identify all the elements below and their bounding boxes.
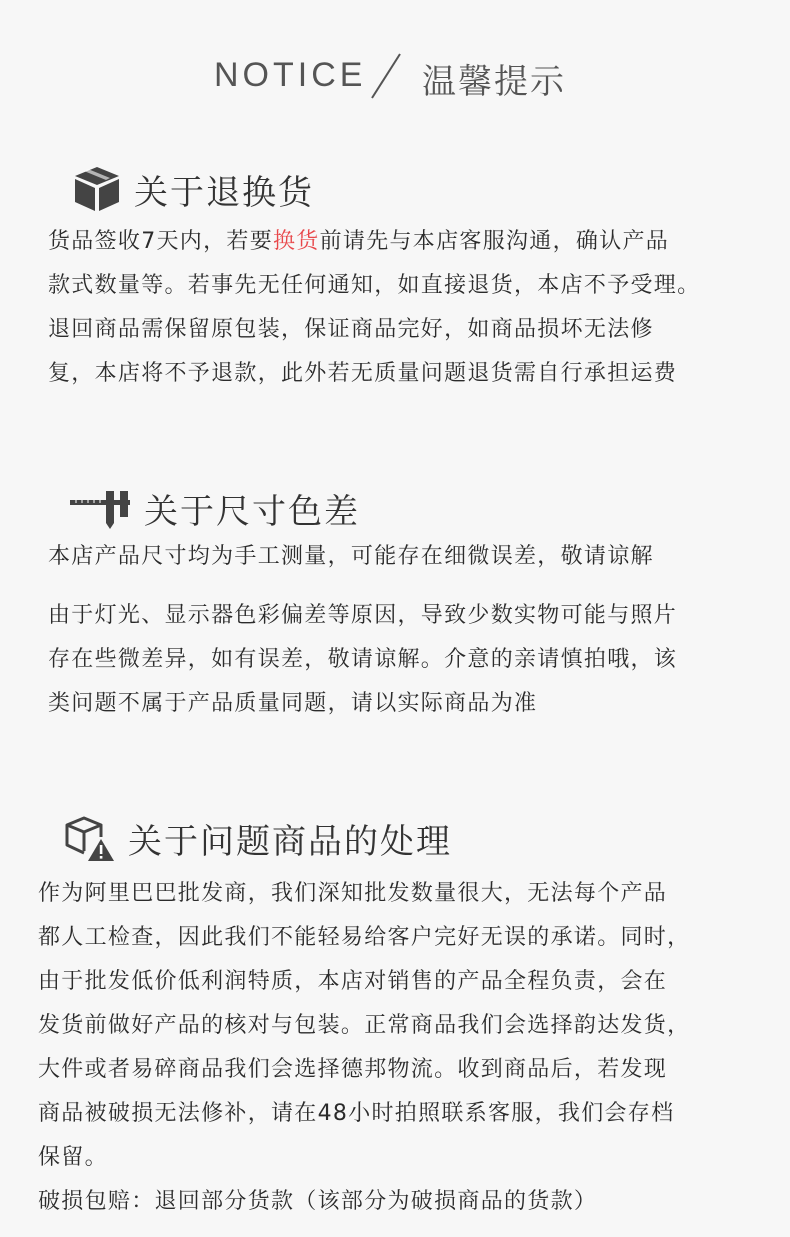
slash-divider [368,52,404,100]
notice-header [0,52,790,102]
caliper-icon [70,487,132,531]
text-line [48,220,700,264]
text-segment: 货品签收7天内，若要 [48,229,273,254]
size-paragraph-2 [48,594,677,726]
section-returns-title [72,164,314,214]
text-line: 由于灯光、显示器色彩偏差等原因，导致少数实物可能与照片 [48,603,678,628]
notice-title-en: NOTICE [214,56,367,94]
section-title-label: 关于尺寸色差 [144,492,360,532]
defect-paragraph [38,872,690,1224]
text-line: 大件或者易碎商品我们会选择德邦物流。收到商品后，若发现 [38,1057,668,1082]
package-icon [72,164,122,214]
text-line: 款式数量等。若事先无任何通知，如直接退货，本店不予受理。 [48,273,701,298]
highlight-exchange: 换货 [273,229,320,254]
section-defect-title [64,814,452,863]
text-line: 商品被破损无法修补，请在48小时拍照联系客服，我们会存档 [38,1101,675,1126]
section-size-title [70,484,360,533]
text-line: 退回商品需保留原包装，保证商品完好，如商品损坏无法修 [48,317,654,342]
warning-box-icon [64,815,116,863]
section-title-label: 关于退换货 [134,172,314,213]
returns-paragraph [48,220,700,396]
text-line: 存在些微差异，如有误差，敬请谅解。介意的亲请慎拍哦，该 [48,647,678,672]
text-line: 复，本店将不予退款，此外若无质量问题退货需自行承担运费 [48,361,678,386]
text-line: 由于批发低价低利润特质，本店对销售的产品全程负责，会在 [38,969,668,994]
text-line: 类问题不属于产品质量同题，请以实际商品为准 [48,691,538,716]
damage-compensation-line: 破损包赔：退回部分货款（该部分为破损商品的货款） [38,1189,598,1214]
size-paragraph-1 [48,535,654,579]
text-line: 作为阿里巴巴批发商，我们深知批发数量很大，无法每个产品 [38,881,668,906]
text-line: 本店产品尺寸均为手工测量，可能存在细微误差，敬请谅解 [48,544,654,569]
text-line: 都人工检查，因此我们不能轻易给客户完好无误的承诺。同时， [38,925,691,950]
notice-title-cn: 温馨提示 [422,62,566,102]
text-line: 保留。 [38,1145,108,1170]
section-title-label: 关于问题商品的处理 [128,822,452,862]
text-line: 发货前做好产品的核对与包装。正常商品我们会选择韵达发货， [38,1013,691,1038]
text-segment: 前请先与本店客服沟通，确认产品 [319,229,670,254]
